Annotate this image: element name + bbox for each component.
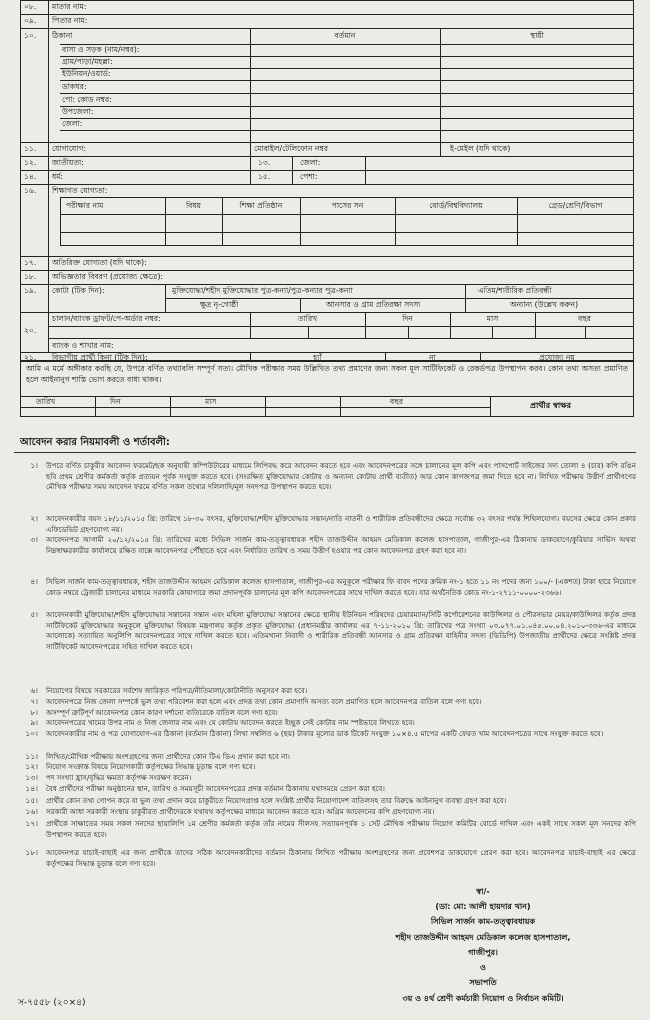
rule-text: আবেদনপত্র যাচাই-বাছাই এর জন্য প্রার্থীকে তাদের সঠিক আবেদনকারীদের বর্তমান ঠিকানায় লিখিত পরীক্ষায় অংশগ্রহণের জন্য প্রবেশপত্র ডাকযোগে প্রেরণ করা হবে। আবেদনপত্র যাচাই-বাছাই এর ক্ষেত্রে কর্তৃপক্ষের সিদ্ধান্ত চূড়ান্ত বলে গণ্য হবে। — [46, 848, 636, 868]
rule-number: ১২। — [25, 762, 38, 771]
rule-text: আবেদনপত্র আগামী ২০/১২/২০১৫ খ্রি: তারিখের মধ্যে সিভিল সার্জন কাম-তত্ত্বাবধায়ক শহীদ তাজউদ্দীন আহমদ মেডিকাল কলেজ হাসপাতাল, গাজীপুর-এর ঠিকানায় ডাকযোগে/কুরিয়ার সার্ভিস অথবা নিম্নস্বাক্ষরকারীর কার্যালয়ে রক্ষিত বাক্সে আবেদনপত্র পৌঁছাতে হবে এবং নির্ধারিত তারিখ ও সময় উত্তীর্ণ হওয়ার পর কোন আবেদনপত্র গ্রহণ করা হবে না। — [46, 535, 636, 555]
email-label: ই-মেইল (যদি থাকে) — [450, 144, 511, 153]
contact-label: যোগাযোগ: — [52, 144, 86, 153]
signatory-organization: শহীদ তাজউদ্দীন আহমদ মেডিকাল কলেজ হাসপাতাল, — [395, 933, 571, 942]
rule-number: ১৫। — [25, 796, 38, 805]
row-number: ১১. — [24, 144, 37, 153]
quota-ethnic: ক্ষুদ্র নৃ-গোষ্ঠী — [200, 300, 239, 309]
quota-other: অন্যান্য (উল্লেখ করুন) — [510, 300, 579, 309]
experience-label: অভিজ্ঞতার বিবরণ (প্রযোজ্য ক্ষেত্রে): — [52, 272, 164, 281]
rule-number: ৯। — [30, 718, 38, 727]
rule-text: বৈধ প্রার্থীদের পরীক্ষা অনুষ্ঠানের স্থান, তারিখ ও সময়সূচী আবেদনপত্রের প্রদত্ত বর্তমান ঠিকানায় যথাসময়ে প্রেরণ করা হবে। — [46, 784, 385, 793]
rule-number: ৮। — [30, 708, 38, 717]
board-header: বোর্ড/বিশ্ববিদ্যালয় — [429, 201, 483, 210]
declaration-text: আমি এ মর্মে অঙ্গীকার করছি যে, উপরে বর্ণিত তথ্যাবলি সম্পূর্ণ সত্য। মৌখিক পরীক্ষার সময় উল্লিখিত তথ্য প্রমাণের জন্য সকল মূল সার্টিফিকেট ও রেকর্ডপত্র উপস্থাপন করব। কোন তথ্য অসত্য প্রমাণিত হলে আইনানুগ শাস্তি ভোগ করতে বাধ্য থাকব। — [26, 364, 628, 384]
nationality-label: জাতীয়তা: — [52, 158, 84, 167]
row-number: ১৪. — [24, 172, 37, 181]
rule-text: আবেদনকারী মুক্তিযোদ্ধা/শহীদ মুক্তিযোদ্ধার সন্তানের সন্তান এবং মহিলা মুক্তিযোদ্ধা সন্তানের ক্ষেত্রে স্থানীয় ইউনিয়ন পরিষদের চেয়ারম্যান/সিটি কর্পোরেশনের কাউন্সিলর ও পৌরসভার মেয়র/কাউন্সিলর কর্তৃক প্রদত্ত সার্টিফিকেট মুক্তিযোদ্ধার অনুকূলে মুক্তিযোদ্ধা বিষয়ক মন্ত্রণালয় কর্তৃক প্রকৃত মুক্তিযোদ্ধা (প্রধানমন্ত্রীর কার্যালয় এর ৭-১১-২০১০ খ্রি: তারিখের পত্র সংখ্যা ০৩.০৭৭.০১.০৪৫.০০.০৪.২০১০-৩৩৬-এর মাধ্যমে আলোকে) সত্যায়িত অনুলিপি আবেদনপত্রের সাথে দাখিল করতে হবে। এতিমখানা নিবাসী ও শারীরিক প্রতিবন্ধী আনসার ও গ্রাম প্রতিরক্ষা বাহিনীর সদস্য (ভিডিপি) উপজাতীয় প্রার্থীদের ক্ষেত্রে সংশ্লিষ্ট প্রদত্ত সার্টিফিকেট আবেদনপত্রের সহিত দাখিল করতে হবে। — [46, 610, 636, 651]
row-number: ১৯. — [24, 286, 37, 295]
exam-name-header: পরীক্ষার নাম — [66, 201, 104, 210]
quota-freedom-fighter: মুক্তিযোদ্ধা/শহীদ মুক্তিযোদ্ধার পুত্র-কন্যা/পুত্র-কন্যার পুত্র-কন্যা — [172, 286, 353, 295]
challan-date-label: তারিখ — [297, 314, 318, 323]
education-label: শিক্ষাগত যোগ্যতা: — [52, 186, 108, 195]
rule-number: ১০। — [25, 729, 38, 738]
departmental-label: বিভাগীয় প্রার্থী কিনা (টিক দিন): — [52, 353, 148, 362]
quota-label: কোটা (টিক দিন): — [52, 286, 105, 295]
union-label: ইউনিয়ন/ওয়ার্ড: — [62, 69, 111, 78]
rule-number: ৬। — [30, 686, 38, 695]
row-number: ২১. — [24, 353, 37, 362]
departmental-no: না — [429, 353, 436, 362]
post-office-label: ডাকঘর: — [62, 82, 87, 91]
rule-text: পদ সংখ্যা হ্রাস/বৃদ্ধির ক্ষমতা কর্তৃপক্ষ সংরক্ষণ করেন। — [46, 773, 192, 782]
rule-text: আবেদনকারীর নাম ও পত্র যোগাযোগ-এর ঠিকানা (বর্তমান ঠিকানা) লিখা সম্বলিত ৬ (ছয়) টাকার মূল্যের ডাক টিকেট সংযুক্ত ১০×৪.৫ মাপের একটি ফেরত খাম আবেদনপত্রের সাথে সংযুক্ত করতে হবে। — [46, 729, 604, 738]
mother-name-label: মাতার নাম: — [52, 2, 87, 11]
challan-year-label: বছর — [577, 314, 591, 323]
row-number: ১৭. — [24, 258, 37, 267]
challan-month-label: মাস — [486, 314, 499, 323]
signature-year-label: বছর — [390, 397, 404, 406]
rule-text: লিখিত/মৌখিক পরীক্ষায় অংশগ্রহণের জন্য প্রার্থীদের কোন টিএ ডিএ প্রদান করা হবে না। — [46, 752, 290, 761]
rule-number: ৪। — [30, 577, 38, 586]
signatory-place: গাজীপুর। — [468, 948, 498, 957]
signatory-title: সিভিল সার্জন কাম-তত্ত্বাবধায়ক — [430, 917, 536, 926]
departmental-yes: হ্যাঁ — [313, 353, 322, 362]
row-number: ১৩. — [258, 158, 271, 167]
rule-number: ১১। — [25, 752, 38, 761]
row-number: ০৯. — [24, 16, 37, 25]
row-number: ১৬. — [24, 186, 37, 195]
signatory-name: (ডা: মো: আলী হায়দার খান) — [435, 902, 531, 911]
rule-number: ১৪। — [25, 784, 38, 793]
upazila-label: উপজেলা: — [62, 107, 94, 116]
permanent-address-header: স্থায়ী — [530, 31, 544, 40]
signature-day-label: দিন — [110, 397, 121, 406]
challan-number-label: চালান/ব্যাংক ড্রাফট/পে-অর্ডার নম্বর: — [52, 314, 161, 323]
mobile-label: মোবাইল/টেলিফোন নম্বর — [254, 144, 329, 153]
rule-text: নিয়োগ সংক্রান্ত বিষয়ে নিয়োগকারী কর্তৃপক্ষের সিদ্ধান্ত চূড়ান্ত বলে গণ্য হবে। — [46, 762, 256, 771]
rule-text: সিভিল সার্জন কাম-তত্ত্বাবধায়ক, শহীদ তাজউদ্দীন আহমদ মেডিকাল কলেজ হাসপাতাল, গাজীপুর-এর অনুকূলে পরীক্ষার ফি বাবদ পদের ক্রমিক নং-১ হতে ১১ নং পদের জন্য ১০০/- (একশত) টাকা হারে নিয়োগে কোড নম্বরে ট্রেজারী চালানের মাধ্যমে সরকারি কোষাগারে জমা প্রদানপূর্বক চালানের মূল কপি আবেদনপত্রের সাথে দাখিল করতে হবে। যার অর্থনৈতিক কোড নং-১-২৭১১-০০০০-২৩৬৬। — [46, 577, 636, 597]
religion-label: ধর্ম: — [52, 172, 64, 181]
grade-header: গ্রেড/শ্রেণি/বিভাগ — [548, 201, 603, 210]
rule-text: উপরে বর্ণিত চাকুরীর আবেদন ফরমেট/ছক অনুযায়ী কম্পিউটারের মাধ্যমে লিপিবদ্ধ করে আবেদন করতে হবে এবং আবেদনপত্রের সঙ্গে চালানের মূল কপি এবং পাসপোর্ট সাইজের সদ্য তোলা ৪ (চার) কপি রঙিন ছবি প্রথম শ্রেণীর কর্মকর্তা কর্তৃক প্রত্যয়ন পূর্বক সংযুক্ত করতে হবে। (সংরক্ষিত মুক্তিযোদ্ধার কোটায় ও অন্যান্য কোটায় প্রার্থী ব্যতীত) আর কোন কাগজপত্র জমা দিতে হবে না। লিখিত পরীক্ষায় উত্তীর্ণ প্রার্থীগণের মৌখিক পরীক্ষার সময় আবেদন ফরমে বর্ণিত সকল তথ্যের দলিলাদি/মূল সনদপত্র উপস্থাপন করতে হবে। — [46, 461, 636, 491]
committee-name: ৩য় ও ৪র্থ শ্রেণী কর্মচারী নিয়োগ ও নির্বাচন কমিটি। — [402, 994, 564, 1003]
signature-mark: স্বা/- — [476, 887, 490, 896]
rule-text: আবেদনপত্রে নিজ জেলা সম্পর্কে ভুল তথ্য পরিবেশন করা হলে এবং প্রদত্ত তথ্য কোন প্রমাণাদি অসত্য বলে প্রমাণিত হলে আবেদনপত্র বাতিল বলে গণ্য হবে। — [46, 697, 482, 706]
institution-header: শিক্ষা প্রতিষ্ঠান — [239, 201, 283, 210]
house-road-label: বাসা ও সড়ক (নাম/নম্বর): — [62, 45, 140, 54]
rule-number: ২। — [30, 514, 38, 523]
signatory-role: সভাপতি — [469, 978, 497, 987]
rule-number: ১৬। — [25, 807, 38, 816]
passing-year-header: পাসের সন — [331, 201, 364, 210]
rule-text: আবেদনপত্রের খামের উপর নাম ও নিজ জেলার নাম এবং যে কোটায় আবেদন করতে ইচ্ছুক সেই কোটার নাম স্পষ্টভাবে লিখতে হবে। — [46, 718, 415, 727]
rule-text: অসম্পূর্ণ ত্রুটিপূর্ণ আবেদনপত্র কোন কারণ দর্শানো ব্যতিরেকে বাতিল বলে গণ্য হবে। — [46, 708, 278, 717]
applicant-signature-label: প্রার্থীর স্বাক্ষর — [530, 401, 572, 410]
rule-text: সরকারী আধা সরকারী সংস্থায় চাকুরীরত প্রার্থীদেরকে যথাযথ কর্তৃপক্ষের মাধ্যমে আবেদন করতে হবে। অগ্রিম আবেদনের কপি গ্রহণযোগ্য নয়। — [46, 807, 435, 816]
rules-heading: আবেদন করার নিয়মাবলী ও শর্তাবলী: — [20, 437, 170, 448]
subject-header: বিষয় — [185, 201, 202, 210]
rules-divider — [14, 452, 636, 453]
row-number: ১০. — [24, 31, 37, 40]
post-code-label: পো: কোড নম্বর: — [62, 95, 112, 104]
row-number: ০৮. — [24, 2, 37, 11]
home-district-label: জেলা: — [300, 158, 321, 167]
quota-orphan-disabled: এতিম/শারীরিক প্রতিবন্ধী — [478, 286, 552, 295]
row-number: ২০. — [24, 326, 37, 335]
father-name-label: পিতার নাম: — [52, 16, 88, 25]
bank-branch-label: ব্যাংক ও শাখার নাম: — [52, 341, 114, 350]
rule-text: প্রার্থীকে সাক্ষাতের সময় সকল সনদের ছায়ালিপি ১ম শ্রেণীর কর্মকর্তা কর্তৃক তাঁর নামের সীলসহ সত্যায়নপূর্বক ১ সেট মৌখিক পরীক্ষায় নিয়োগ কমিটির বোর্ডে দাখিল এবং একই সাথে সকল মূল সনদের কপি উপস্থাপন করতে হবে। — [46, 819, 636, 839]
departmental-not-applicable: প্রযোজ্য নয় — [539, 353, 575, 362]
rule-number: ৫। — [30, 610, 38, 619]
additional-qualification-label: অতিরিক্ত যোগ্যতা (যদি থাকে): — [52, 258, 147, 267]
rule-number: ৭। — [30, 697, 38, 706]
rule-text: নিয়োগের বিষয়ে সরকারের সর্বশেষ জারিকৃত পরিপত্র/নীতিমালা/কোটানীতি অনুসরণ করা হবে। — [46, 686, 308, 695]
quota-ansar-vdp: আনসার ও গ্রাম প্রতিরক্ষা সদস্য — [326, 300, 421, 309]
rule-text: আবেদনকারীর বয়স ১৮/১১/২০১৫ খ্রি: তারিখে ১৮-৩০ বৎসর, মুক্তিযোদ্ধা/শহীদ মুক্তিযোদ্ধার সন্তান/নাতি নাতনী ও শারীরিক প্রতিবন্ধীদের ক্ষেত্রে সর্বোচ্চ ৩২ বৎসর পর্যন্ত শিথিলযোগ্য। বয়সের ক্ষেত্রে কোন প্রকার এফিডেভিট গ্রহণযোগ্য নয়। — [46, 514, 636, 534]
row-number: ১২. — [24, 158, 37, 167]
row-number: ১৫. — [258, 172, 271, 181]
present-address-header: বর্তমান — [334, 31, 356, 40]
rule-number: ১৭। — [25, 819, 38, 828]
rule-number: ১৮। — [25, 848, 38, 857]
and-connector: ও — [480, 963, 486, 972]
rule-number: ১৩। — [25, 773, 38, 782]
rule-number: ১। — [30, 461, 38, 470]
district-label: জেলা: — [62, 119, 83, 128]
row-number: ১৮. — [24, 272, 37, 281]
address-label: ঠিকানা — [52, 31, 73, 40]
challan-day-label: দিন — [402, 314, 413, 323]
occupation-label: পেশা: — [300, 172, 318, 181]
footer-code: স-৭৫৫৮ (২০×৪) — [18, 998, 86, 1008]
village-label: গ্রাম/পাড়া/মহল্লা: — [62, 57, 113, 66]
rule-text: প্রার্থীর কোন তথ্য গোপন করে বা ভুল তথ্য প্রদান করে চাকুরীতে নিয়োগপ্রাপ্ত হলে সংশ্লিষ্ট প্রার্থীর নিয়োগাদেশ বাতিলসহ তার বিরুদ্ধে আইনানুগ ব্যবস্থা গ্রহণ করা হবে। — [46, 796, 507, 805]
signature-month-label: মাস — [205, 397, 217, 406]
rule-number: ৩। — [30, 535, 38, 544]
signature-date-label: তারিখ — [36, 397, 56, 406]
